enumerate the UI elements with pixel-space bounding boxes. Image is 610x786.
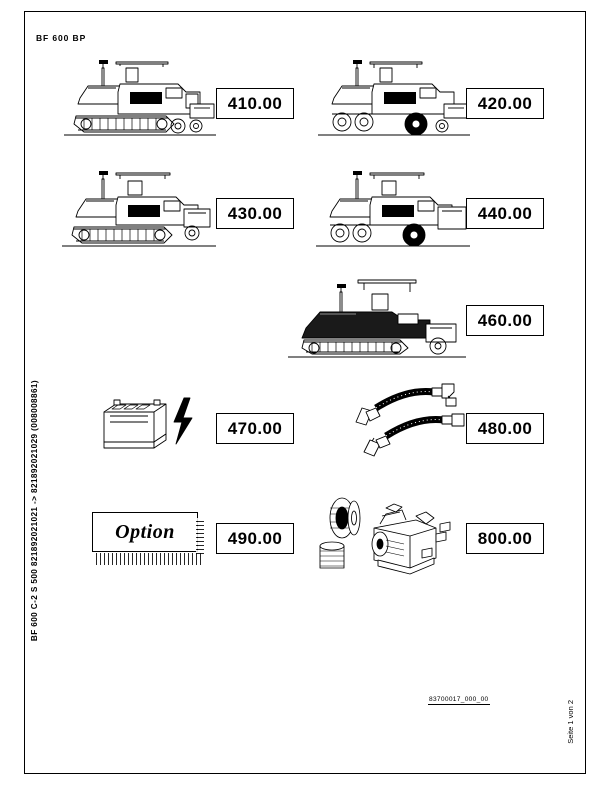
figure-paver-tracked-2 [58, 163, 218, 255]
figure-hydraulic-hoses [352, 378, 468, 464]
figure-paver-wheeled-2 [312, 163, 472, 255]
callout-460: 460.00 [466, 305, 544, 336]
callout-490: 490.00 [216, 523, 294, 554]
page-number-label: Seite 1 von 2 [566, 700, 575, 744]
drawing-number: 83700017_000_00 [429, 696, 489, 703]
figure-battery-electrics [92, 386, 202, 458]
figure-engine-filter-assembly [316, 494, 456, 580]
page-title: BF 600 BP [36, 33, 87, 43]
figure-paver-tracked-shaded [280, 272, 470, 364]
option-plate-label: Option [115, 520, 175, 543]
machine-serial-caption: BF 600 C-2 S 500 821892021021 -> 821892021029 (008008861) [30, 380, 39, 642]
figure-paver-tracked-1 [58, 52, 218, 144]
callout-410: 410.00 [216, 88, 294, 119]
callout-470: 470.00 [216, 413, 294, 444]
callout-800: 800.00 [466, 523, 544, 554]
callout-420: 420.00 [466, 88, 544, 119]
callout-440: 440.00 [466, 198, 544, 229]
figure-paver-wheeled-1 [312, 52, 472, 144]
callout-430: 430.00 [216, 198, 294, 229]
option-plate-frame [92, 512, 198, 552]
option-plate-hatch-right [196, 518, 204, 554]
figure-option-plate [92, 512, 198, 570]
callout-480: 480.00 [466, 413, 544, 444]
option-plate-hatch-bottom [96, 553, 202, 565]
